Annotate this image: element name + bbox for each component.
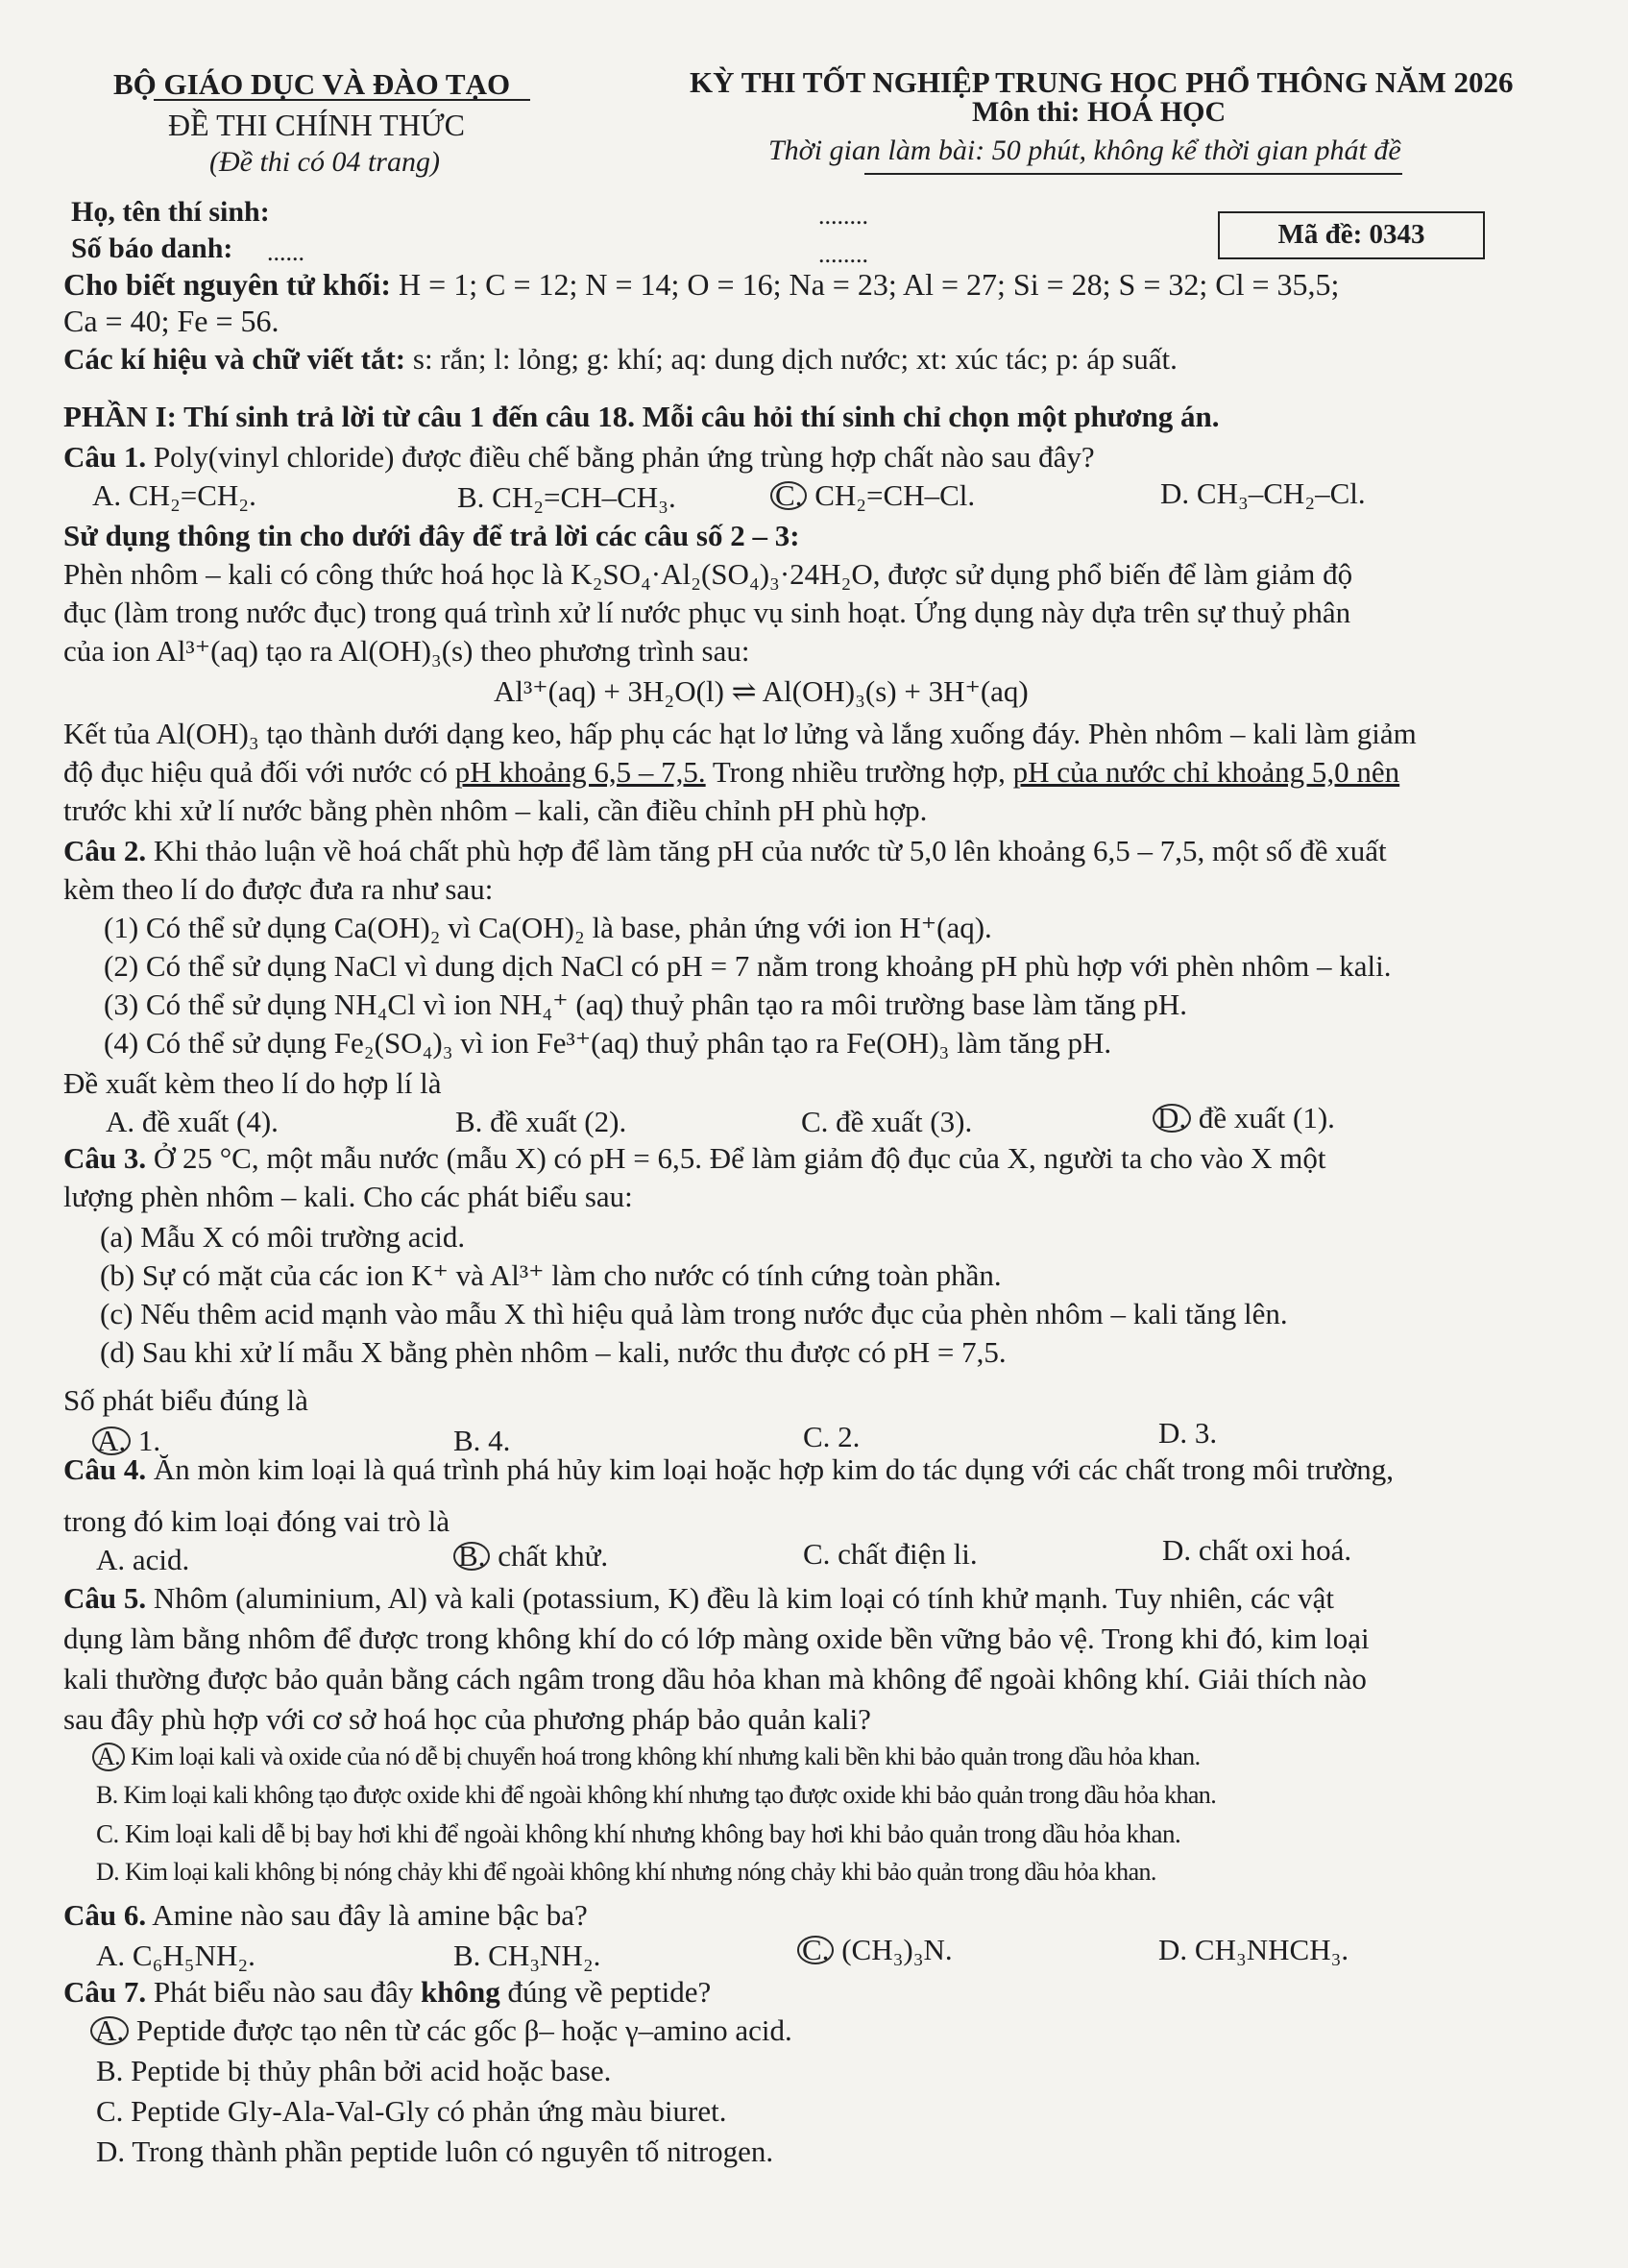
q2-ask: Đề xuất kèm theo lí do hợp lí là bbox=[63, 1066, 442, 1100]
q5-option-d[interactable]: D. Kim loại kali không bị nóng chảy khi để ngoài không khí nhưng nóng chảy khi bảo quản trong dầu hỏa khan. bbox=[96, 1858, 1156, 1886]
official-label: ĐỀ THI CHÍNH THỨC bbox=[168, 108, 465, 142]
q6-option-c[interactable] bbox=[797, 1933, 953, 1967]
q3-text2: lượng phèn nhôm – kali. Cho các phát biểu sau: bbox=[63, 1180, 633, 1213]
q2-text2: kèm theo lí do được đưa ra như sau: bbox=[63, 872, 494, 906]
info23-p1: Phèn nhôm – kali có công thức hoá học là K₂SO₄·Al₂(SO₄)₃·24H₂O, được sử dụng phổ biến để làm giảm độ bbox=[63, 557, 1353, 591]
info23-p5d: pH của nước chỉ khoảng 5,0 nên bbox=[1012, 755, 1400, 789]
q1-option-c[interactable] bbox=[770, 478, 975, 513]
q3-text1: Ở 25 °C, một mẫu nước (mẫu X) có pH = 6,5. Để làm giảm độ đục của X, người ta cho vào X một bbox=[153, 1141, 1326, 1175]
candidate-name-dots: ........ bbox=[818, 202, 868, 230]
q3-ask: Số phát biểu đúng là bbox=[63, 1383, 308, 1417]
sbd-dots: ...... bbox=[267, 238, 304, 266]
info23-p2: đục (làm trong nước đục) trong quá trình xử lí nước phục vụ sinh hoạt. Ứng dụng này dựa trên sự thuỷ phân bbox=[63, 596, 1351, 629]
q5-option-b[interactable]: B. Kim loại kali không tạo được oxide khi để ngoài không khí nhưng tạo được oxide khi bảo quản trong dầu hỏa khan. bbox=[96, 1781, 1217, 1809]
q2-label: Câu 2. bbox=[63, 834, 147, 867]
q2-option-c[interactable]: C. đề xuất (3). bbox=[801, 1105, 973, 1138]
abbrev-label: Các kí hiệu và chữ viết tắt: bbox=[63, 342, 406, 376]
q2-statement-4: (4) Có thể sử dụng Fe₂(SO₄)₃ vì ion Fe³⁺(aq) thuỷ phân tạo ra Fe(OH)₃ làm tăng pH. bbox=[104, 1026, 1112, 1060]
subject: Môn thi: HOÁ HỌC bbox=[972, 96, 1227, 128]
q4-label: Câu 4. bbox=[63, 1452, 147, 1486]
q3-statement-b: (b) Sự có mặt của các ion K⁺ và Al³⁺ làm cho nước có tính cứng toàn phần. bbox=[100, 1258, 1002, 1292]
q5-text2: dụng làm bằng nhôm để được trong không khí do có lớp màng oxide bền vững bảo vệ. Trong khi đó, kim loại bbox=[63, 1622, 1370, 1655]
q2-option-d-text: đề xuất (1). bbox=[1198, 1101, 1335, 1134]
atomic-mass-label: Cho biết nguyên tử khối: bbox=[63, 267, 392, 302]
q5-text1: Nhôm (aluminium, Al) và kali (potassium, K) đều là kim loại có tính khử mạnh. Tuy nhiên, các vật bbox=[153, 1581, 1334, 1615]
atomic-mass-line1: H = 1; C = 12; N = 14; O = 16; Na = 23; Al = 27; Si = 28; S = 32; Cl = 35,5; bbox=[399, 267, 1340, 302]
q5-option-a-text: Kim loại kali và oxide của nó dễ bị chuyển hoá trong không khí nhưng kali bền khi bảo quản trong dầu hỏa khan. bbox=[130, 1743, 1201, 1770]
q7-option-c[interactable]: C. Peptide Gly-Ala-Val-Gly có phản ứng màu biuret. bbox=[96, 2094, 727, 2128]
q7-text-post: đúng về peptide? bbox=[499, 1975, 712, 2009]
q7-option-b[interactable]: B. Peptide bị thủy phân bởi acid hoặc base. bbox=[96, 2054, 612, 2087]
q3-option-a-text: 1. bbox=[137, 1424, 161, 1457]
q6-label: Câu 6. bbox=[63, 1898, 147, 1932]
q3-option-b[interactable]: B. 4. bbox=[453, 1424, 511, 1457]
q3-circled-letter: A. bbox=[92, 1427, 131, 1455]
q7-circled-letter: A. bbox=[90, 2016, 129, 2045]
time-underline bbox=[864, 173, 1402, 175]
q5-circled-letter: A. bbox=[92, 1743, 125, 1771]
q4-option-b-text: chất khử. bbox=[498, 1539, 609, 1573]
q3-statement-a: (a) Mẫu X có môi trường acid. bbox=[100, 1220, 466, 1254]
q7-label: Câu 7. bbox=[63, 1975, 147, 2009]
q3-option-c[interactable]: C. 2. bbox=[803, 1420, 861, 1453]
q2-option-a[interactable]: A. đề xuất (4). bbox=[106, 1105, 279, 1138]
q6-option-d[interactable]: D. CH₃NHCH₃. bbox=[1158, 1933, 1349, 1966]
part1-title: PHẦN I: Thí sinh trả lời từ câu 1 đến câu 18. Mỗi câu hỏi thí sinh chỉ chọn một phương án. bbox=[63, 400, 1220, 433]
q7-text-bold: không bbox=[420, 1975, 500, 2009]
q6-option-c-text: (CH₃)₃N. bbox=[841, 1933, 953, 1966]
q2-text1: Khi thảo luận về hoá chất phù hợp để làm tăng pH của nước từ 5,0 lên khoảng 6,5 – 7,5, một số đề xuất bbox=[153, 834, 1387, 867]
pages-note: (Đề thi có 04 trang) bbox=[209, 146, 440, 178]
q5-text3: kali thường được bảo quản bằng cách ngâm trong dầu hỏa khan mà không để ngoài không khí. Giải thích nào bbox=[63, 1662, 1367, 1695]
q4-option-c[interactable]: C. chất điện li. bbox=[803, 1537, 978, 1571]
atomic-mass-line2: Ca = 40; Fe = 56. bbox=[63, 304, 279, 338]
q6-option-a[interactable]: A. C₆H₅NH₂. bbox=[96, 1939, 255, 1972]
sbd-label: Số báo danh: bbox=[71, 232, 233, 264]
q7-text-pre: Phát biểu nào sau đây bbox=[153, 1975, 421, 2009]
q1-option-a[interactable]: A. CH₂=CH₂. bbox=[92, 478, 256, 512]
q1-option-b[interactable]: B. CH₂=CH–CH₃. bbox=[457, 480, 676, 514]
q4-circled-letter: B. bbox=[453, 1542, 490, 1571]
q7-option-a[interactable] bbox=[90, 2013, 792, 2048]
info23-p5c: Trong nhiều trường hợp, bbox=[705, 755, 1013, 789]
q4-option-d[interactable]: D. chất oxi hoá. bbox=[1162, 1533, 1352, 1567]
candidate-name-label: Họ, tên thí sinh: bbox=[71, 196, 270, 228]
q7-option-d[interactable]: D. Trong thành phần peptide luôn có nguyên tố nitrogen. bbox=[96, 2134, 774, 2168]
q4-text2: trong đó kim loại đóng vai trò là bbox=[63, 1504, 450, 1538]
q3-statement-d: (d) Sau khi xử lí mẫu X bằng phèn nhôm – kali, nước thu được có pH = 7,5. bbox=[100, 1335, 1007, 1369]
hydrolysis-equation: Al³⁺(aq) + 3H₂O(l) ⇌ Al(OH)₃(s) + 3H⁺(aq) bbox=[494, 674, 1029, 708]
info23-p3: của ion Al³⁺(aq) tạo ra Al(OH)₃(s) theo phương trình sau: bbox=[63, 634, 750, 668]
info23-p5a: độ đục hiệu quả đối với nước có bbox=[63, 755, 455, 789]
q2-option-b[interactable]: B. đề xuất (2). bbox=[455, 1105, 627, 1138]
q2-option-d[interactable] bbox=[1153, 1101, 1335, 1135]
q1-option-c-text: CH₂=CH–Cl. bbox=[814, 478, 976, 512]
q5-text4: sau đây phù hợp với cơ sở hoá học của phương pháp bảo quản kali? bbox=[63, 1702, 871, 1736]
q6-option-b[interactable]: B. CH₃NH₂. bbox=[453, 1939, 601, 1972]
q3-label: Câu 3. bbox=[63, 1141, 147, 1175]
q4-option-b[interactable] bbox=[453, 1539, 608, 1573]
q5-option-a[interactable] bbox=[92, 1743, 1200, 1771]
q5-option-c[interactable]: C. Kim loại kali dễ bị bay hơi khi để ngoài không khí nhưng không bay hơi khi bảo quản trong dầu hỏa khan. bbox=[96, 1819, 1181, 1848]
q1-option-d[interactable]: D. CH₃–CH₂–Cl. bbox=[1160, 476, 1366, 510]
q7-option-a-text: Peptide được tạo nên từ các gốc β– hoặc γ–amino acid. bbox=[135, 2013, 792, 2047]
info23-p6: trước khi xử lí nước bằng phèn nhôm – kali, cần điều chỉnh pH phù hợp. bbox=[63, 793, 928, 827]
abbrev-text: s: rắn; l: lỏng; g: khí; aq: dung dịch nước; xt: xúc tác; p: áp suất. bbox=[412, 342, 1178, 376]
q1-label: Câu 1. bbox=[63, 440, 147, 474]
q6-circled-letter: C. bbox=[797, 1936, 834, 1964]
q4-option-a[interactable]: A. acid. bbox=[96, 1543, 190, 1576]
q2-statement-1: (1) Có thể sử dụng Ca(OH)₂ vì Ca(OH)₂ là base, phản ứng với ion H⁺(aq). bbox=[104, 911, 992, 944]
q5-label: Câu 5. bbox=[63, 1581, 147, 1615]
q2-statement-2: (2) Có thể sử dụng NaCl vì dung dịch NaCl có pH = 7 nằm trong khoảng pH phù hợp với phèn nhôm – kali. bbox=[104, 949, 1392, 983]
exam-code-box: Mã đề: 0343 bbox=[1218, 211, 1485, 259]
q2-statement-3: (3) Có thể sử dụng NH₄Cl vì ion NH₄⁺ (aq) thuỷ phân tạo ra môi trường base làm tăng pH. bbox=[104, 988, 1188, 1021]
q1-circled-letter: C. bbox=[770, 481, 807, 510]
q1-text: Poly(vinyl chloride) được điều chế bằng phản ứng trùng hợp chất nào sau đây? bbox=[153, 440, 1095, 474]
q2-circled-letter: D. bbox=[1153, 1104, 1191, 1133]
info23-title: Sử dụng thông tin cho dưới đây để trả lời các câu số 2 – 3: bbox=[63, 519, 800, 552]
sbd-dots-right: ........ bbox=[818, 240, 868, 268]
ministry-name: BỘ GIÁO DỤC VÀ ĐÀO TẠO bbox=[113, 67, 511, 101]
q3-option-d[interactable]: D. 3. bbox=[1158, 1416, 1218, 1450]
q6-text: Amine nào sau đây là amine bậc ba? bbox=[152, 1898, 588, 1932]
exam-title: KỲ THI TỐT NGHIỆP TRUNG HỌC PHỔ THÔNG NĂM 2026 bbox=[690, 65, 1514, 99]
info23-p5b: pH khoảng 6,5 – 7,5. bbox=[454, 755, 706, 789]
q3-statement-c: (c) Nếu thêm acid mạnh vào mẫu X thì hiệu quả làm trong nước đục của phèn nhôm – kali tăng lên. bbox=[100, 1297, 1288, 1330]
info23-p4: Kết tủa Al(OH)₃ tạo thành dưới dạng keo, hấp phụ các hạt lơ lửng và lắng xuống đáy. Phèn nhôm – kali làm giảm bbox=[63, 717, 1417, 750]
time-note: Thời gian làm bài: 50 phút, không kể thời gian phát đề bbox=[768, 134, 1401, 166]
q4-text1: Ăn mòn kim loại là quá trình phá hủy kim loại hoặc hợp kim do tác dụng với các chất trong môi trường, bbox=[153, 1452, 1394, 1486]
ministry-underline bbox=[154, 99, 530, 101]
